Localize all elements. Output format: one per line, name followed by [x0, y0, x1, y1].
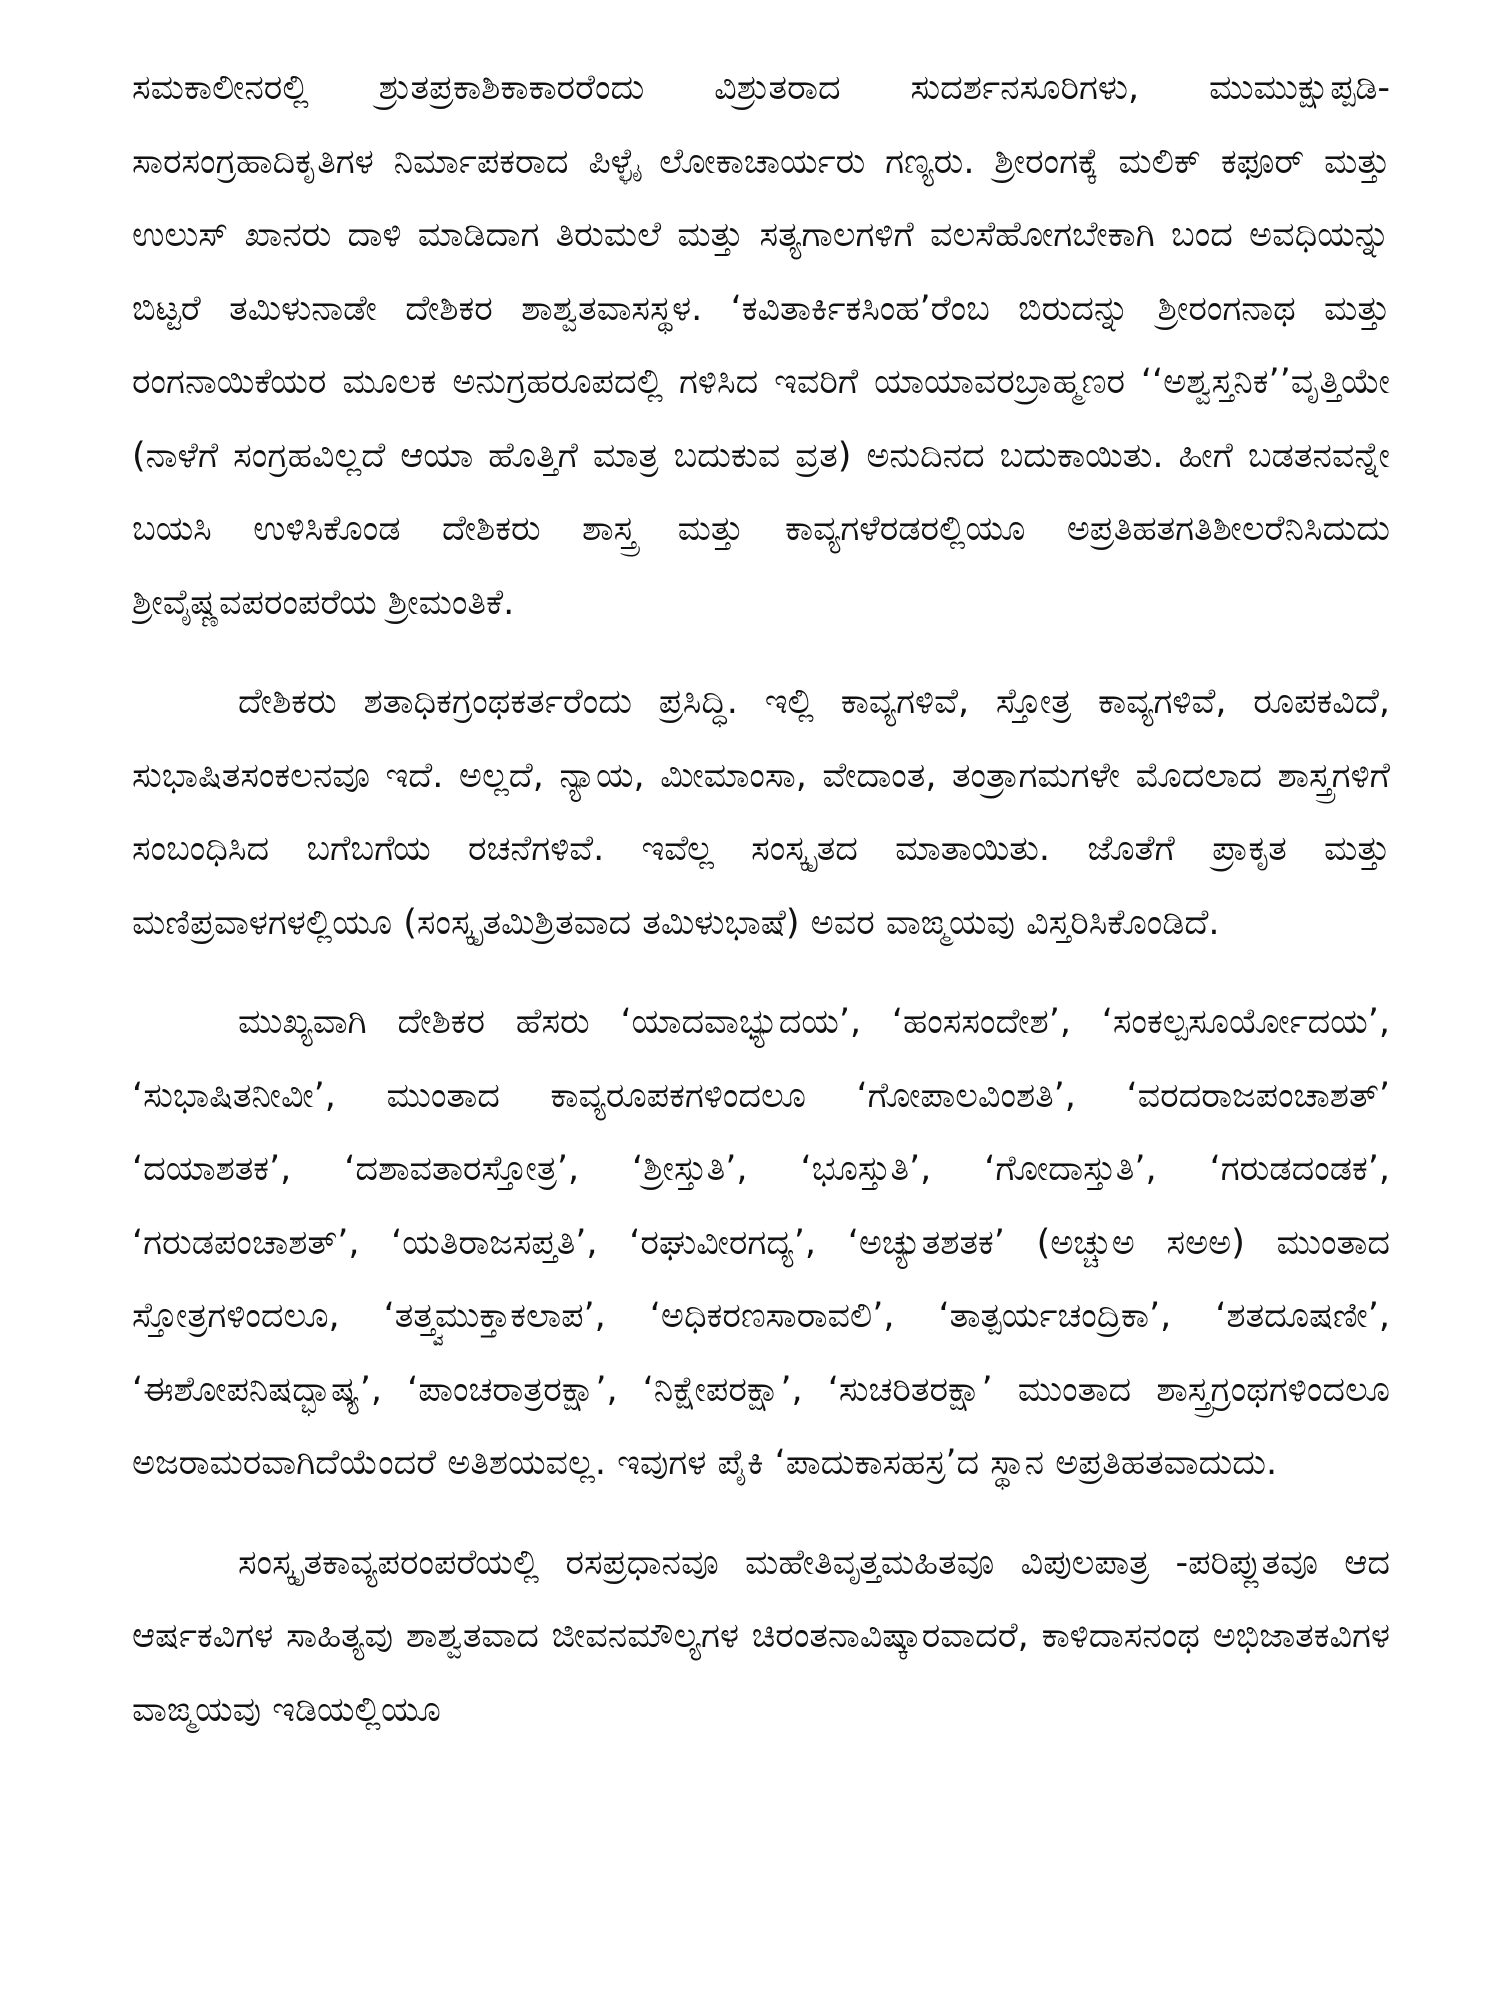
paragraph-4: ಸಂಸ್ಕೃತಕಾವ್ಯಪರಂಪರೆಯಲ್ಲಿ ರಸಪ್ರಧಾನವೂ ಮಹೇತಿವೃತ್ತಮಹಿತವೂ ವಿಪುಲಪಾತ್ರ -ಪರಿಪ್ಲುತವೂ ಆದ ಆರ್ಷಕವಿಗಳ ಸಾಹಿತ್ಯವು ಶಾಶ್ವತವಾದ ಜೀವನಮೌಲ್ಯಗಳ ಚಿರಂತನಾವಿಷ್ಕಾರವಾದರೆ, ಕಾಳಿದಾಸನಂಥ ಅಭಿಜಾತಕವಿಗಳ ವಾಙ್ಮಯವು ಇಡಿಯಲ್ಲಿಯೂ [132, 1542, 1390, 1730]
paragraph-2: ದೇಶಿಕರು ಶತಾಧಿಕಗ್ರಂಥಕರ್ತರೆಂದು ಪ್ರಸಿದ್ಧಿ. ಇಲ್ಲಿ ಕಾವ್ಯಗಳಿವೆ, ಸ್ತೋತ್ರ ಕಾವ್ಯಗಳಿವೆ, ರೂಪಕವಿದೆ, ಸುಭಾಷಿತಸಂಕಲನವೂ ಇದೆ. ಅಲ್ಲದೆ, ನ್ಯಾಯ, ಮೀಮಾಂಸಾ, ವೇದಾಂತ, ತಂತ್ರಾಗಮಗಳೇ ಮೊದಲಾದ ಶಾಸ್ತ್ರಗಳಿಗೆ ಸಂಬಂಧಿಸಿದ ಬಗೆಬಗೆಯ ರಚನೆಗಳಿವೆ. ಇವೆಲ್ಲ ಸಂಸ್ಕೃತದ ಮಾತಾಯಿತು. ಜೊತೆಗೆ ಪ್ರಾಕೃತ ಮತ್ತು ಮಣಿಪ್ರವಾಳಗಳಲ್ಲಿಯೂ (ಸಂಸ್ಕೃತಮಿಶ್ರಿತವಾದ ತಮಿಳುಭಾಷೆ) ಅವರ ವಾಙ್ಮಯವು ವಿಸ್ತರಿಸಿಕೊಂಡಿದೆ. [132, 682, 1390, 943]
paragraph-1: ಸಮಕಾಲೀನರಲ್ಲಿ ಶ್ರುತಪ್ರಕಾಶಿಕಾಕಾರರೆಂದು ವಿಶ್ರುತರಾದ ಸುದರ್ಶನಸೂರಿಗಳು, ಮುಮುಕ್ಷುಪ್ಪಡಿ-ಸಾರಸಂಗ್ರಹಾದಿಕೃತಿಗಳ ನಿರ್ಮಾಪಕರಾದ ಪಿಳ್ಳೈ ಲೋಕಾಚಾರ್ಯರು ಗಣ್ಯರು. ಶ್ರೀರಂಗಕ್ಕೆ ಮಲಿಕ್ ಕಫೂರ್ ಮತ್ತು ಉಲುಸ್ ಖಾನರು ದಾಳಿ ಮಾಡಿದಾಗ ತಿರುಮಲೆ ಮತ್ತು ಸತ್ಯಗಾಲಗಳಿಗೆ ವಲಸೆಹೋಗಬೇಕಾಗಿ ಬಂದ ಅವಧಿಯನ್ನು ಬಿಟ್ಟರೆ ತಮಿಳುನಾಡೇ ದೇಶಿಕರ ಶಾಶ್ವತವಾಸಸ್ಥಳ. ‘ಕವಿತಾರ್ಕಿಕಸಿಂಹ’ರೆಂಬ ಬಿರುದನ್ನು ಶ್ರೀರಂಗನಾಥ ಮತ್ತು ರಂಗನಾಯಿಕೆಯರ ಮೂಲಕ ಅನುಗ್ರಹರೂಪದಲ್ಲಿ ಗಳಿಸಿದ ಇವರಿಗೆ ಯಾಯಾವರಬ್ರಾಹ್ಮಣರ ‘‘ಅಶ್ವಸ್ತನಿಕ’’ವೃತ್ತಿಯೇ (ನಾಳೆಗೆ ಸಂಗ್ರಹವಿಲ್ಲದೆ ಆಯಾ ಹೊತ್ತಿಗೆ ಮಾತ್ರ ಬದುಕುವ ವ್ರತ) ಅನುದಿನದ ಬದುಕಾಯಿತು. ಹೀಗೆ ಬಡತನವನ್ನೇ ಬಯಸಿ ಉಳಿಸಿಕೊಂಡ ದೇಶಿಕರು ಶಾಸ್ತ್ರ ಮತ್ತು ಕಾವ್ಯಗಳೆರಡರಲ್ಲಿಯೂ ಅಪ್ರತಿಹತಗತಿಶೀಲರೆನಿಸಿದುದು ಶ್ರೀವೈಷ್ಣವಪರಂಪರೆಯ ಶ್ರೀಮಂತಿಕೆ. [132, 68, 1390, 623]
document-page [132, 52, 1390, 1992]
paragraph-3: ಮುಖ್ಯವಾಗಿ ದೇಶಿಕರ ಹೆಸರು ‘ಯಾದವಾಭ್ಯುದಯ’, ‘ಹಂಸಸಂದೇಶ’, ‘ಸಂಕಲ್ಪಸೂರ್ಯೋದಯ’, ‘ಸುಭಾಷಿತನೀವೀ’, ಮುಂತಾದ ಕಾವ್ಯರೂಪಕಗಳಿಂದಲೂ ‘ಗೋಪಾಲವಿಂಶತಿ’, ‘ವರದರಾಜಪಂಚಾಶತ್’ ‘ದಯಾಶತಕ’, ‘ದಶಾವತಾರಸ್ತೋತ್ರ’, ‘ಶ್ರೀಸ್ತುತಿ’, ‘ಭೂಸ್ತುತಿ’, ‘ಗೋದಾಸ್ತುತಿ’, ‘ಗರುಡದಂಡಕ’, ‘ಗರುಡಪಂಚಾಶತ್’, ‘ಯತಿರಾಜಸಪ್ತತಿ’, ‘ರಘುವೀರಗದ್ಯ’, ‘ಅಚ್ಯುತಶತಕ’ (ಅಚ್ಚುಅ ಸಅಅ) ಮುಂತಾದ ಸ್ತೋತ್ರಗಳಿಂದಲೂ, ‘ತತ್ತ್ವಮುಕ್ತಾಕಲಾಪ’, ‘ಅಧಿಕರಣಸಾರಾವಲಿ’, ‘ತಾತ್ಪರ್ಯಚಂದ್ರಿಕಾ’, ‘ಶತದೂಷಣೀ’, ‘ಈಶೋಪನಿಷದ್ಭಾಷ್ಯ’, ‘ಪಾಂಚರಾತ್ರರಕ್ಷಾ’, ‘ನಿಕ್ಷೇಪರಕ್ಷಾ’, ‘ಸುಚರಿತರಕ್ಷಾ’ ಮುಂತಾದ ಶಾಸ್ತ್ರಗ್ರಂಥಗಳಿಂದಲೂ ಅಜರಾಮರವಾಗಿದೆಯೆಂದರೆ ಅತಿಶಯವಲ್ಲ. ಇವುಗಳ ಪೈಕಿ ‘ಪಾದುಕಾಸಹಸ್ರ’ದ ಸ್ಥಾನ ಅಪ್ರತಿಹತವಾದುದು. [132, 1002, 1390, 1483]
